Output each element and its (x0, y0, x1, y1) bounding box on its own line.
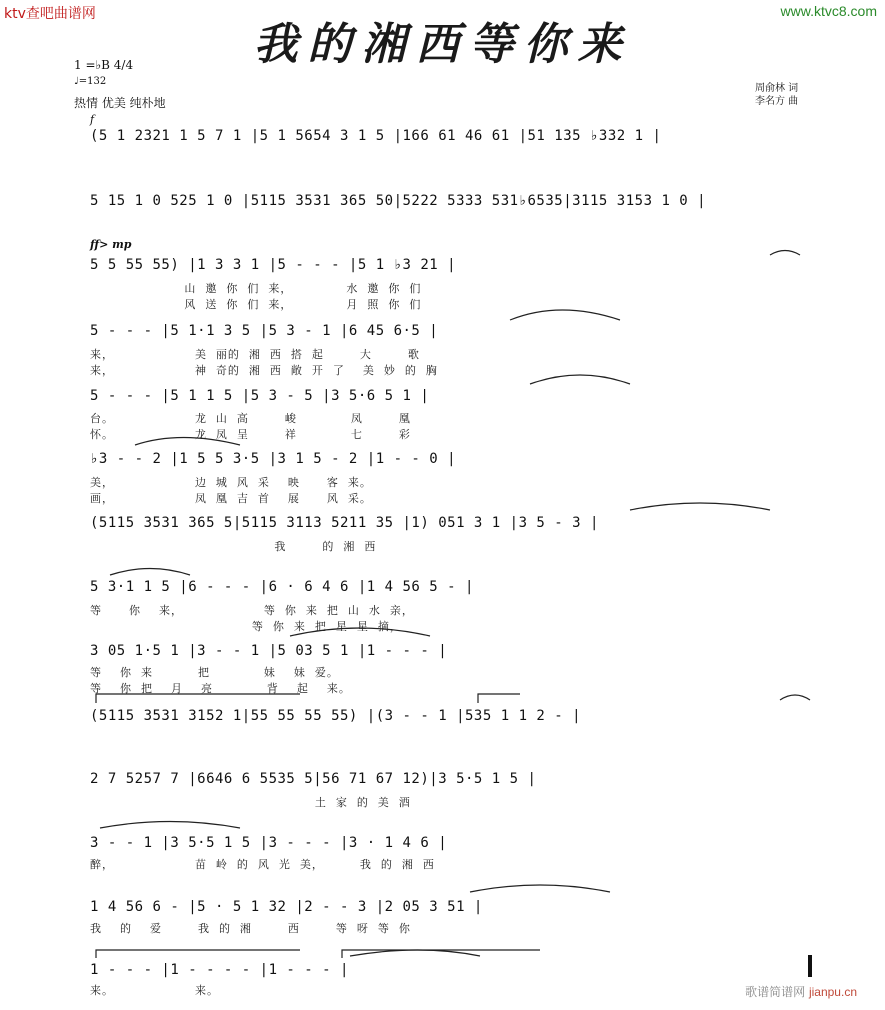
watermark-top-right: www.ktvc8.com (780, 3, 877, 19)
slur (770, 251, 800, 256)
lyric-row-8b: 等 你 来 把 星 星 摘， (90, 620, 402, 633)
notation-row-2: 5 15 1 0 525 1 0 |5115 3531 365 50|5222 5333 531♭6535|3115 3153 1 0 | (90, 193, 707, 209)
lyric-row-3a: 山 邀 你 们 来， 水 邀 你 们 (90, 282, 422, 295)
notation-row-5: 5 - - - |5 1 1 5 |5 3 - 5 |3 5·6 5 1 | (90, 388, 430, 404)
lyricist-credit: 周俞林 词 (755, 83, 799, 94)
notation-row-4: 5 - - - |5 1·1 3 5 |5 3 - 1 |6 45 6·5 | (90, 323, 439, 339)
notation-row-11: 2 7 5257 7 |6646 6 5535 5|56 71 67 12)|3 5·5 1 5 | (90, 771, 537, 787)
slur (530, 375, 630, 384)
lyric-row-14: 来。 来。 (90, 984, 219, 997)
notation-row-14: 1 - - - |1 - - - - |1 - - - | (90, 962, 349, 978)
lyric-row-9b: 等 你 把 月 亮 背 起 来。 (90, 682, 351, 695)
lyric-row-4a: 来， 美 丽的 湘 西 搭 起 大 歌 (90, 348, 420, 361)
lyric-row-4b: 来， 神 奇的 湘 西 敞 开 了 美 妙 的 胸 (90, 364, 438, 377)
notation-row-13: 1 4 56 6 - |5 · 5 1 32 |2 - - 3 |2 05 3 51 | (90, 899, 483, 915)
lyric-row-6a: 美， 边 城 风 采 映 客 来。 (90, 476, 372, 489)
notation-row-7: (5115 3531 365 5|5115 3113 5211 35 |1) 051 3 1 |3 5 - 3 | (90, 515, 599, 531)
dynamic-fortissimo: ff> mp (90, 238, 132, 251)
watermark-top-left: ktv查吧曲谱网 (4, 6, 96, 22)
lyric-row-11: 土 家 的 美 酒 (90, 796, 411, 809)
slur (630, 503, 770, 510)
volta-bracket (96, 694, 300, 703)
slur (350, 950, 480, 956)
expression-text: 热情 优美 纯朴地 (74, 96, 166, 110)
song-title: 我的湘西等你来 (253, 19, 632, 70)
lyric-row-7: 我 的 湘 西 (90, 540, 377, 553)
lyric-row-13: 我 的 爱 我 的 湘 西 等 呀 等 你 (90, 922, 411, 935)
slur (100, 822, 240, 829)
key-signature: 1 =♭B 4/4 (74, 58, 134, 72)
slur (510, 310, 620, 320)
notation-row-3: 5 5 55 55) |1 3 3 1 |5 - - - |5 1 ♭3 21 | (90, 257, 457, 273)
lyric-row-8a: 等 你 来， 等 你 来 把 山 水 亲， (90, 604, 414, 617)
lyric-row-6b: 画， 凤 凰 吉 首 展 风 采。 (90, 492, 372, 505)
tempo-marking: ♩=132 (74, 76, 107, 87)
composer-credit: 李名方 曲 (755, 96, 799, 107)
lyric-row-5a: 台。 龙 山 高 峻 凤 凰 (90, 412, 411, 425)
slur (470, 885, 610, 892)
slur (290, 628, 430, 636)
notation-row-8: 5 3·1 1 5 |6 - - - |6 · 6 4 6 |1 4 56 5 - | (90, 579, 474, 595)
notation-row-9: 3 05 1·5 1 |3 - - 1 |5 03 5 1 |1 - - - | (90, 643, 448, 659)
notation-row-6: ♭3 - - 2 |1 5 5 3·5 |3 1 5 - 2 |1 - - 0 | (90, 451, 457, 467)
lyric-row-9a: 等 你 来 把 妹 妹 爱。 (90, 666, 339, 679)
lyric-row-3b: 风 送 你 们 来， 月 照 你 们 (90, 298, 422, 311)
watermark-bottom-text: 歌谱简谱网 (745, 985, 806, 999)
lyric-row-12: 醉， 苗 岭 的 风 光 美， 我 的 湘 西 (90, 858, 435, 871)
slur (110, 569, 190, 576)
lyric-row-5b: 怀。 龙 凤 呈 祥 七 彩 (90, 428, 411, 441)
notation-row-1: (5 1 2321 1 5 7 1 |5 1 5654 3 1 5 |166 61 46 61 |51 135 ♭332 1 | (90, 128, 662, 144)
final-barline (808, 955, 812, 977)
dynamic-forte: f (90, 113, 95, 126)
volta-bracket (478, 694, 520, 703)
notation-row-12: 3 - - 1 |3 5·5 1 5 |3 - - - |3 · 1 4 6 | (90, 835, 448, 851)
slur (780, 695, 810, 700)
watermark-bottom-site: jianpu.cn (808, 985, 857, 999)
notation-row-10: (5115 3531 3152 1|55 55 55 55) |(3 - - 1 |535 1 1 2 - | (90, 708, 582, 724)
slur (135, 438, 240, 446)
watermark-bottom (745, 983, 857, 1000)
volta-bracket (96, 950, 300, 958)
